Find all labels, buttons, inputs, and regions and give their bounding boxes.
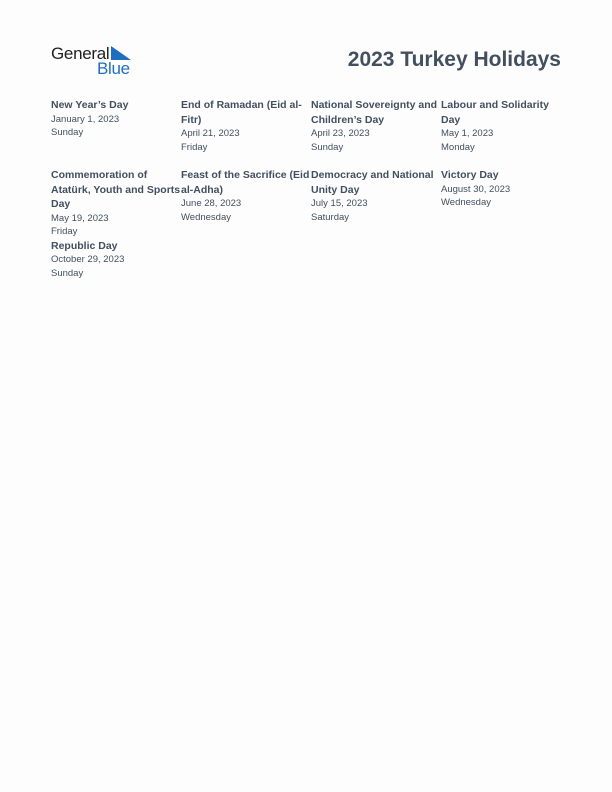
holiday-weekday: Sunday [311, 141, 344, 153]
logo [51, 44, 141, 78]
holiday-name: Commemoration of Atatürk, Youth and Sports Day [51, 169, 181, 210]
holiday-cell [51, 168, 181, 280]
holiday-weekday: Wednesday [441, 197, 491, 208]
holiday-weekday: Saturday [311, 211, 350, 223]
holiday-item [181, 98, 311, 154]
holiday-weekday: Monday [441, 141, 475, 153]
holiday-weekday: Sunday [51, 267, 84, 279]
holiday-row [51, 168, 571, 280]
holiday-date: May 19, 2023 [51, 212, 109, 224]
holiday-weekday: Sunday [51, 127, 84, 138]
holiday-item [441, 168, 571, 210]
holiday-cell [311, 98, 441, 168]
logo-blue-text: Blue [97, 59, 130, 78]
holiday-date: October 29, 2023 [51, 254, 125, 265]
holiday-date: July 15, 2023 [311, 198, 368, 209]
holiday-date: June 28, 2023 [181, 198, 242, 209]
holiday-weekday: Friday [181, 141, 208, 153]
holiday-item [441, 98, 571, 154]
holiday-grid [51, 98, 571, 280]
page-title: 2023 Turkey Holidays [347, 48, 561, 71]
holiday-item [311, 98, 441, 154]
holiday-item [51, 98, 181, 140]
holiday-item [311, 168, 441, 224]
holiday-row [51, 98, 571, 168]
holiday-cell [181, 168, 311, 280]
holiday-date: August 30, 2023 [441, 183, 511, 195]
holiday-date: April 21, 2023 [181, 128, 240, 139]
logo-general-text: General [51, 44, 110, 63]
holiday-name: End of Ramadan (Eid al-Fitr) [181, 99, 302, 126]
holiday-item [51, 168, 181, 239]
holiday-cell [441, 168, 571, 280]
holiday-cell [181, 98, 311, 168]
holiday-item [51, 239, 181, 281]
holiday-cell [311, 168, 441, 280]
holiday-date: May 1, 2023 [441, 128, 494, 139]
holiday-name: Victory Day [441, 169, 499, 181]
holiday-name: Feast of the Sacrifice (Eid al-Adha) [181, 169, 310, 196]
holiday-cell [51, 98, 181, 168]
holiday-weekday: Friday [51, 226, 78, 237]
holiday-name: Labour and Solidarity Day [441, 99, 549, 126]
holiday-name: Democracy and National Unity Day [311, 169, 434, 196]
holiday-item [181, 168, 311, 224]
holiday-name: National Sovereignty and Children’s Day [311, 99, 438, 126]
holiday-name: New Year’s Day [51, 99, 129, 111]
holiday-weekday: Wednesday [181, 211, 231, 223]
holiday-date: January 1, 2023 [51, 113, 120, 125]
holiday-name: Republic Day [51, 239, 118, 252]
holiday-cell [441, 98, 571, 168]
holiday-date: April 23, 2023 [311, 128, 370, 139]
